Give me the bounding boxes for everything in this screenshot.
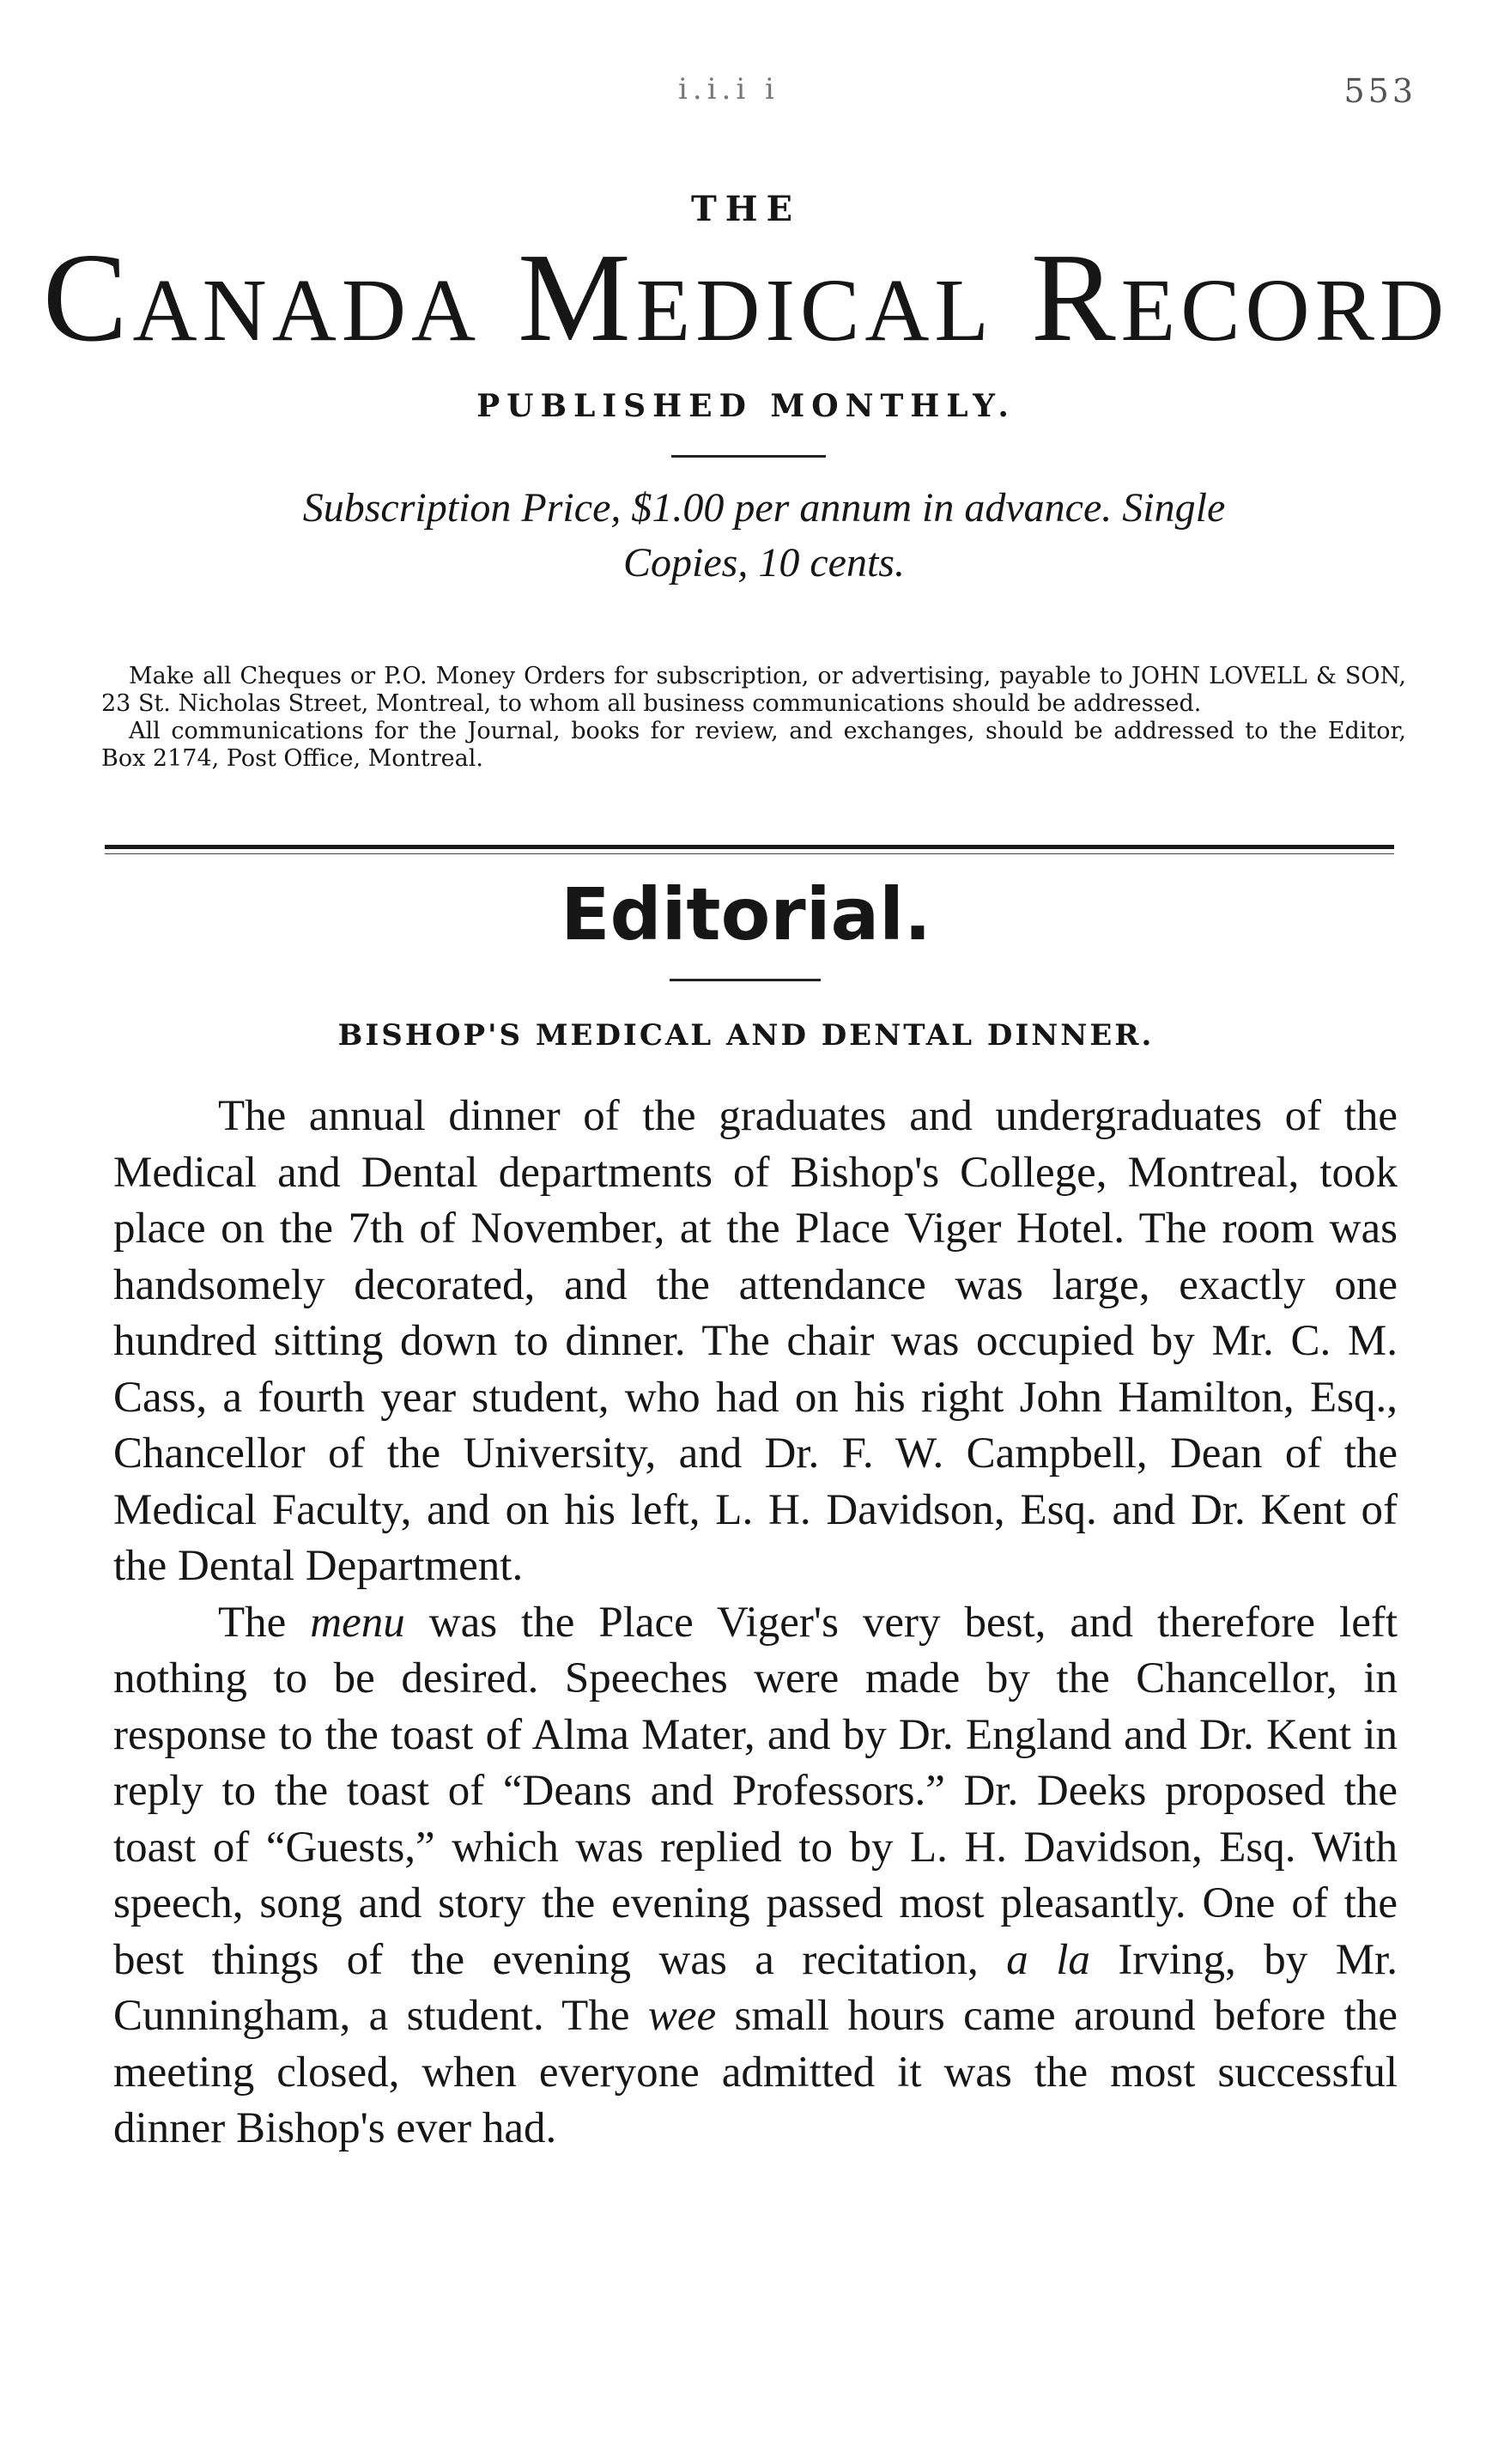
article-body bbox=[113, 1089, 1398, 2158]
emphasis-wee: wee bbox=[647, 1992, 717, 2040]
text-run: small hours came around before the meeting closed, when everyone admitted it was the most successful dinner Bishop's ever had. bbox=[113, 1992, 1398, 2152]
cheques-notice: Make all Cheques or P.O. Money Orders for subscription, or advertising, payable to JOHN LOVELL & SON, 23 St. Nicholas Street, Montreal, to whom all business communications should be addressed. bbox=[101, 663, 1406, 717]
journal-title: Canada Medical Record bbox=[42, 228, 1450, 368]
header-rule bbox=[105, 845, 1394, 849]
emphasis-a-la: a la bbox=[1006, 1935, 1090, 1984]
publisher-notices bbox=[101, 663, 1406, 773]
page-number: 553 bbox=[1343, 72, 1416, 110]
publication-frequency: PUBLISHED MONTHLY. bbox=[476, 388, 1016, 424]
subscription-line-2: Copies, 10 cents. bbox=[623, 540, 905, 586]
article-paragraph-1: The annual dinner of the graduates and undergraduates of the Medical and Dental departments of Bishop's College, Montreal, took place on the 7th of November, at the Place Viger Hotel. The room was handsomely decorated, and the attendance was large, exactly one hundred sitting down to dinner. The chair was occupied by Mr. C. M. Cass, a fourth year student, who had on his right John Hamilton, Esq., Chancellor of the University, and Dr. F. W. Campbell, Dean of the Medical Faculty, and on his left, L. H. Davidson, Esq. and Dr. Kent of the Dental Department. bbox=[113, 1092, 1398, 1590]
subscription-notice bbox=[172, 481, 1356, 591]
article-paragraph-2 bbox=[113, 1595, 1398, 2158]
subscription-line-1: Subscription Price, $1.00 per annum in advance. Single bbox=[302, 485, 1226, 531]
text-run: Irving, by Mr. Cunningham, a student. The bbox=[113, 1935, 1398, 2040]
article-title: BISHOP'S MEDICAL AND DENTAL DINNER. bbox=[337, 1018, 1155, 1053]
communications-notice: All communications for the Journal, books for review, and exchanges, should be addressed to the Editor, Box 2174, Post Office, Montreal. bbox=[101, 718, 1406, 772]
text-run: The bbox=[218, 1598, 311, 1647]
divider-rule bbox=[671, 455, 826, 458]
header-rule-thin bbox=[105, 853, 1394, 854]
text-run: was the Place Viger's very best, and therefore left nothing to be desired. Speeches were made by the Chancellor, in response to the toast of Alma Mater, and by Dr. England and Dr. Kent in reply to the toast of “Deans and Professors.” Dr. Deeks proposed the toast of “Guests,” which was replied to by L. H. Davidson, Esq. With speech, song and story the evening passed most pleasantly. One of the best things of the evening was a recitation, bbox=[113, 1598, 1398, 1984]
emphasis-menu: menu bbox=[310, 1598, 405, 1647]
masthead-article-word: THE bbox=[690, 189, 802, 229]
folio-mark: i.i.i i bbox=[678, 72, 779, 106]
section-heading: Editorial. bbox=[561, 872, 931, 956]
section-divider bbox=[670, 979, 821, 981]
